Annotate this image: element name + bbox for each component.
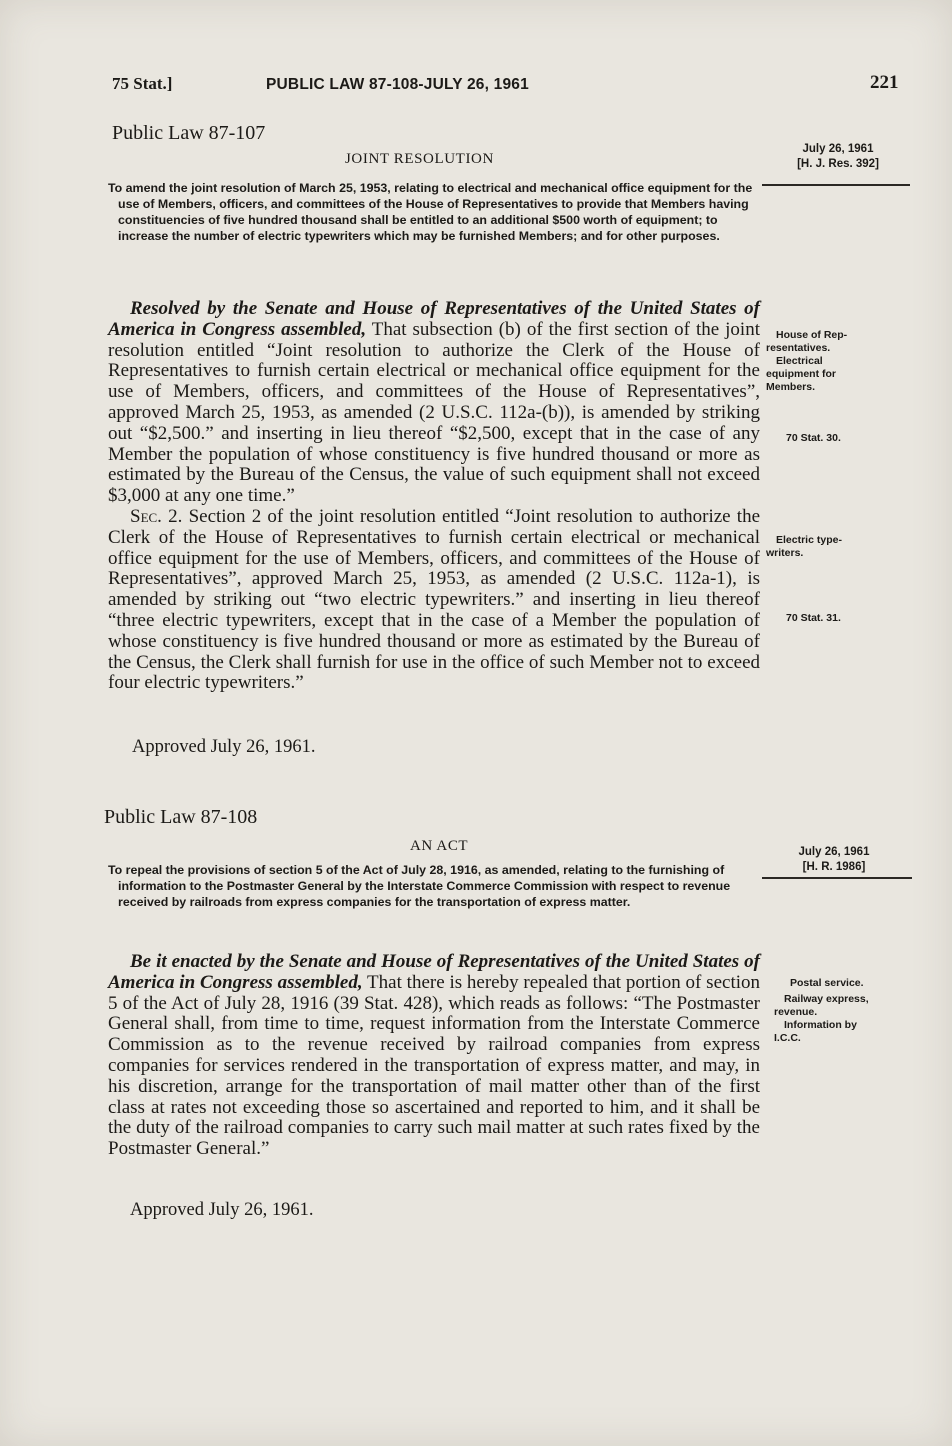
note-line: writers. [766, 547, 804, 559]
law2-margin-date [774, 845, 894, 875]
law1-purpose: To amend the joint resolution of March 25, 1953, relating to electrical and mechanical office equipment for the use of Members, officers, and committees of the House of Representatives to provide that Members having constituencies of five hundred thousand shall be entitled to an additional $500 worth of equipment; to increase the number of electric typewriters which may be furnished Members; and for other purposes. [108, 181, 753, 243]
running-title: PUBLIC LAW 87-108-JULY 26, 1961 [266, 76, 529, 93]
law2-margin-rule [762, 877, 912, 879]
law2-note-postal: Postal service. [790, 977, 864, 989]
law2-date: July 26, 1961 [798, 846, 870, 858]
law1-title: Public Law 87-107 [112, 122, 266, 144]
note-line: Electrical [776, 355, 823, 367]
volume-label: 75 Stat.] [112, 74, 173, 93]
law1-section-2-text: Section 2 of the joint resolution entitled “Joint resolution to authorize the Clerk of the House of Representatives to furnish certain electrical or mechanical office equipment for the use of Members, officers, and committees of the House of Representatives”, approved March 25, 1953, as amended (2 U.S.C. 112a-1), is amended by striking out “two electric typewriters.” and inserting in lieu thereof “three electric typewriters, except that in the case of a Member the population of whose constituency is five hundred thousand or more as estimated by the Bureau of the Census, the Clerk shall furnish for use in the office of such Member not to exceed four electric typewriters.” [108, 505, 761, 694]
note-line: Railway express, [784, 993, 869, 1005]
law1-section-1-text: That subsection (b) of the first section of the joint resolution entitled “Joint resolution to authorize the Clerk of the House of Representatives to furnish certain electrical or mechanical office equipment for the use of Members, officers, and committees of the House of Representatives”, approved March 25, 1953, as amended (2 U.S.C. 112a-(b)), is amended by striking out “$2,500.” and inserting in lieu thereof “$2,500, except that in the case of any Member the population of whose constituency is five hundred thousand or more as estimated by the Bureau of the Census, the value of such equipment shall not exceed $3,000 at any one time.” [108, 318, 760, 507]
law1-section-1 [108, 299, 760, 507]
note-line: equipment for [766, 368, 836, 380]
law1-note-stat-31: 70 Stat. 31. [786, 612, 841, 624]
note-line: Members. [766, 381, 816, 393]
law2-body [108, 952, 760, 1160]
note-line: Information by [784, 1019, 857, 1031]
note-line: Electric type- [776, 534, 842, 546]
law1-kind: JOINT RESOLUTION [345, 151, 494, 167]
law1-body [108, 299, 760, 694]
law1-enacting-clause: Resolved by the Senate and House of Representatives of the United States of America in Congress assembled, [108, 298, 760, 340]
law2-approved: Approved July 26, 1961. [130, 1200, 314, 1220]
law2-note-railway [774, 993, 914, 1019]
law2-title: Public Law 87-108 [104, 806, 258, 828]
law1-section-2-label: Sec. 2. [130, 505, 183, 527]
law2-bill-number: [H. R. 1986] [802, 861, 866, 873]
note-line: House of Rep- [776, 329, 848, 341]
law2-enacting-clause: Be it enacted by the Senate and House of Representatives of the United States of America in Congress assembled, [108, 951, 760, 993]
law1-bill-number: [H. J. Res. 392] [797, 158, 879, 170]
law1-date: July 26, 1961 [802, 143, 874, 155]
note-line: resentatives. [766, 342, 831, 354]
note-line: I.C.C. [774, 1032, 801, 1044]
law1-margin-date [778, 142, 898, 172]
law2-note-icc [774, 1019, 914, 1045]
note-line: revenue. [774, 1006, 818, 1018]
law1-section-2 [108, 507, 760, 694]
law1-note-typewriters [766, 534, 916, 560]
law1-margin-rule [762, 184, 910, 186]
law1-note-stat-30: 70 Stat. 30. [786, 432, 841, 444]
page-number: 221 [870, 72, 899, 93]
law1-approved: Approved July 26, 1961. [132, 737, 316, 757]
law2-purpose: To repeal the provisions of section 5 of the Act of July 28, 1916, as amended, relating to the furnishing of information to the Postmaster General by the Interstate Commerce Commission with respect to revenue received by railroads from express companies for the transportation of express matter. [108, 863, 731, 909]
law1-note-house [766, 329, 916, 394]
law2-section-1 [108, 952, 760, 1160]
law2-kind: AN ACT [410, 838, 469, 854]
law2-section-1-text: That there is hereby repealed that portion of section 5 of the Act of July 28, 1916 (39 Stat. 428), which reads as follows: “The Postmaster General shall, from time to time, request information from the Interstate Commerce Commission as to the revenue received by railroad companies from express companies for services rendered in the transportation of express matter, and may, in his discretion, arrange for the transportation of mail matter other than of the first class at rates not exceeding those so ascertained and reported to him, and it shall be the duty of the railroad companies to carry such mail matter at such rates fixed by the Postmaster General.” [108, 971, 760, 1160]
